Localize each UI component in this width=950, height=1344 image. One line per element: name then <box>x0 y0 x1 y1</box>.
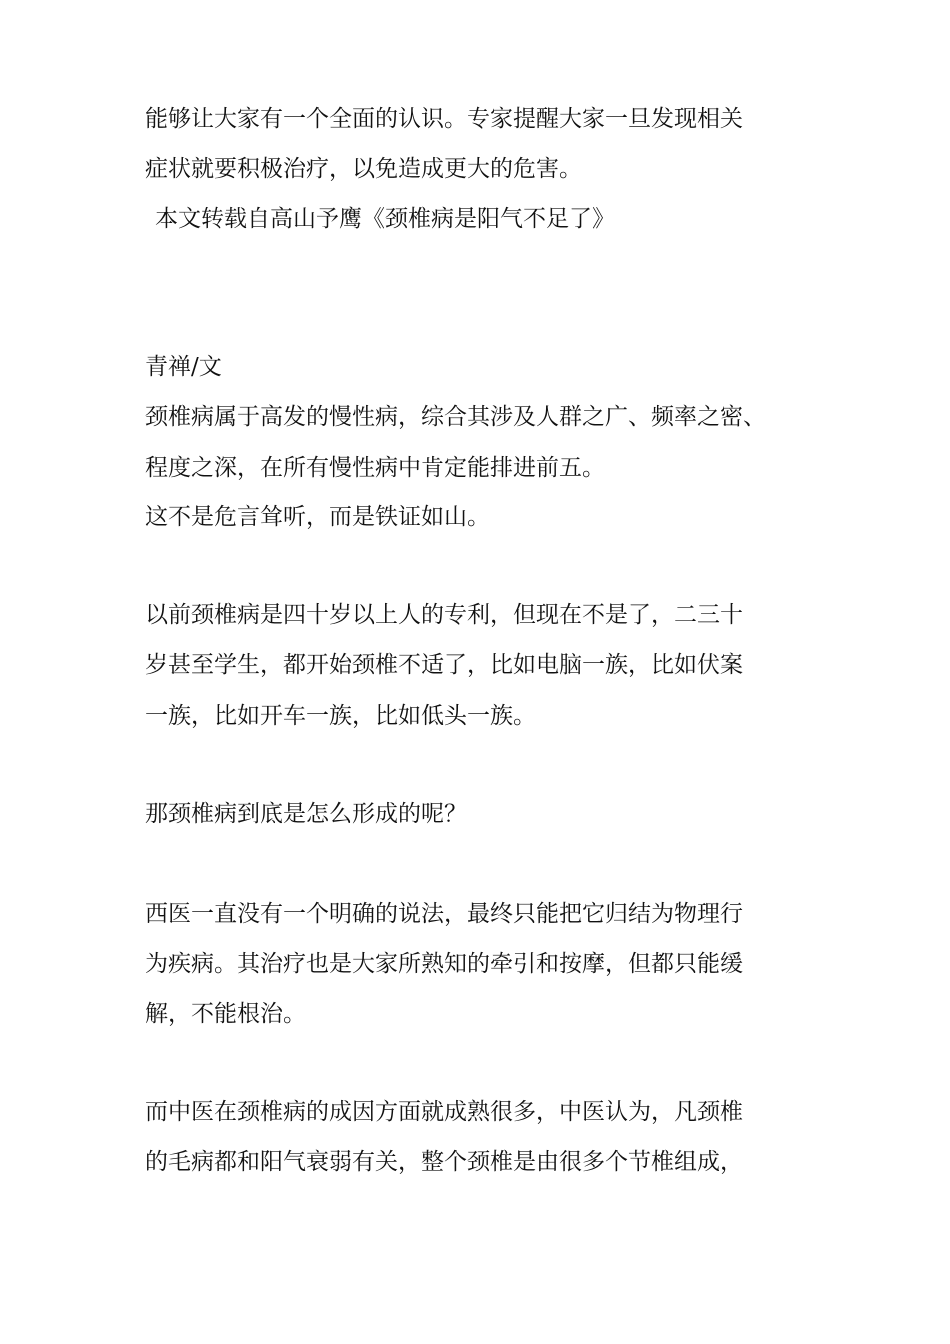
text-line: 西医一直没有一个明确的说法，最终只能把它归结为物理行 <box>145 901 743 927</box>
text-line: 那颈椎病到底是怎么形成的呢？ <box>145 801 467 827</box>
text-line: 程度之深，在所有慢性病中肯定能排进前五。 <box>145 455 605 481</box>
source-note: 本文转载自高山予鹰《颈椎病是阳气不足了》 <box>155 206 615 232</box>
text-line: 的毛病都和阳气衰弱有关，整个颈椎是由很多个节椎组成， <box>145 1149 743 1175</box>
text-line: 一族，比如开车一族，比如低头一族。 <box>145 703 536 729</box>
text-line: 岁甚至学生，都开始颈椎不适了，比如电脑一族，比如伏案 <box>145 652 743 678</box>
text-line: 这不是危言耸听，而是铁证如山。 <box>145 504 490 530</box>
author-line: 青禅/文 <box>145 354 222 380</box>
text-line: 而中医在颈椎病的成因方面就成熟很多，中医认为，凡颈椎 <box>145 1099 743 1125</box>
text-line: 颈椎病属于高发的慢性病，综合其涉及人群之广、频率之密、 <box>145 404 766 430</box>
text-line: 症状就要积极治疗，以免造成更大的危害。 <box>145 156 582 182</box>
text-line: 为疾病。其治疗也是大家所熟知的牵引和按摩，但都只能缓 <box>145 951 743 977</box>
text-line: 以前颈椎病是四十岁以上人的专利，但现在不是了，二三十 <box>145 602 743 628</box>
text-line: 解，不能根治。 <box>145 1001 306 1027</box>
text-line: 能够让大家有一个全面的认识。专家提醒大家一旦发现相关 <box>145 106 743 132</box>
